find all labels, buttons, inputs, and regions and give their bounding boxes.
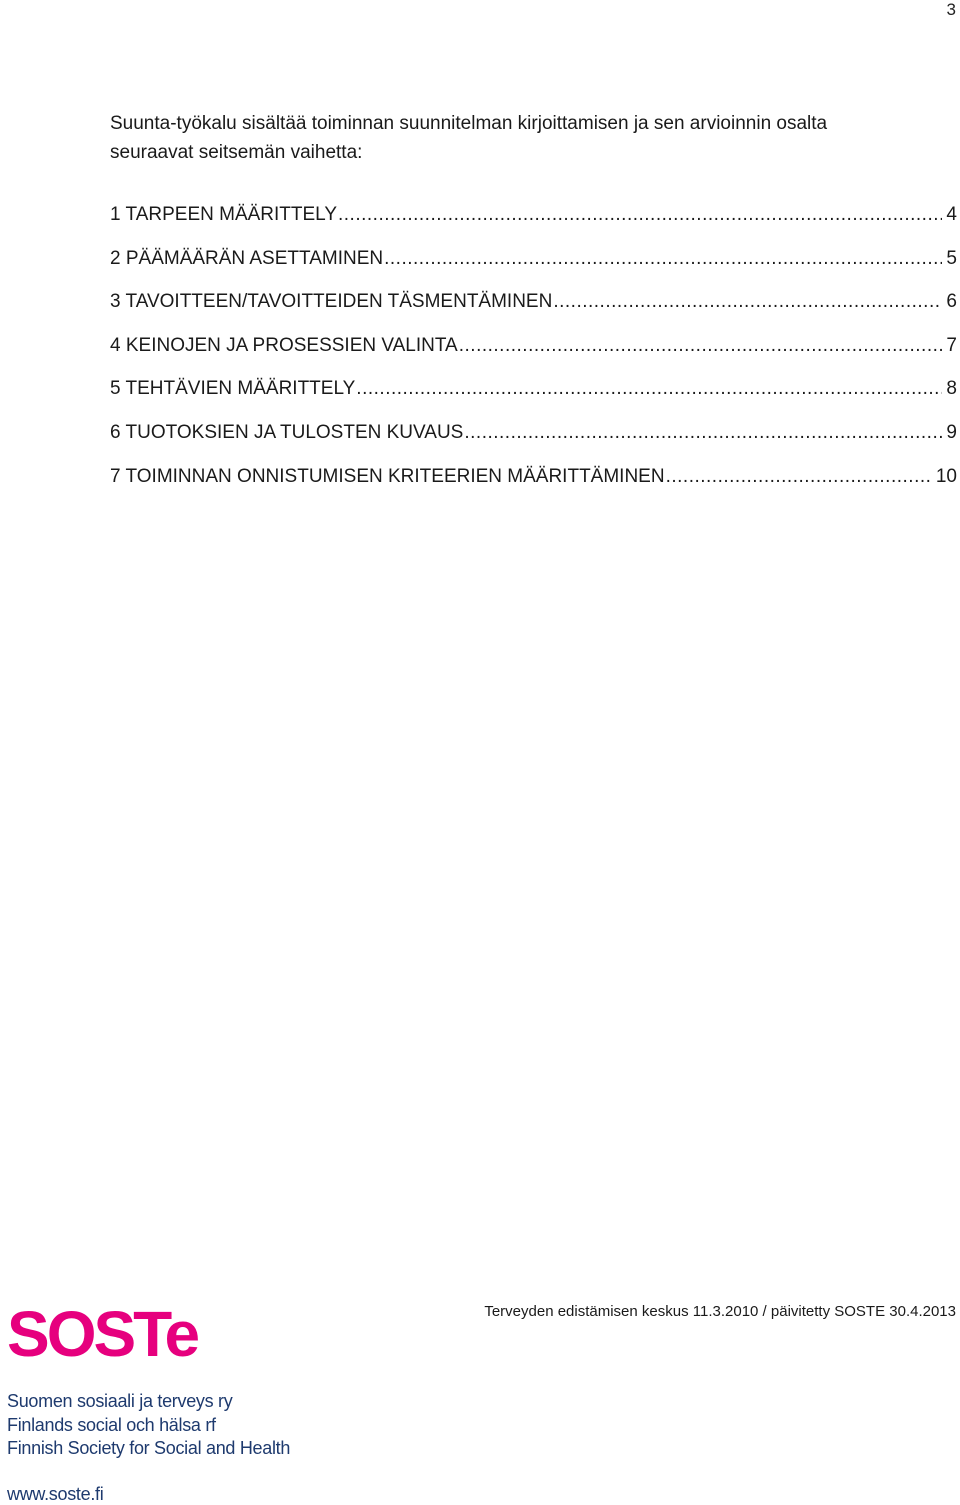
org-name-english: Finnish Society for Social and Health bbox=[7, 1438, 291, 1458]
logo-wordmark: SOSTe bbox=[7, 1302, 198, 1364]
toc-item-title: 2 PÄÄMÄÄRÄN ASETTAMINEN bbox=[110, 247, 384, 269]
table-of-contents bbox=[110, 197, 957, 502]
toc-dot-leader bbox=[338, 197, 942, 233]
org-name-swedish: Finlands social och hälsa rf bbox=[7, 1414, 216, 1435]
toc-item-title: 3 TAVOITTEEN/TAVOITTEIDEN TÄSMENTÄMINEN bbox=[110, 291, 553, 313]
footer-credit: Terveyden edistämisen keskus 11.3.2010 / päivitetty SOSTE 30.4.2013 bbox=[484, 1303, 956, 1320]
toc-item-1[interactable] bbox=[110, 197, 957, 241]
organization-names bbox=[7, 1390, 290, 1461]
toc-item-7[interactable] bbox=[110, 459, 957, 503]
toc-item-title: 4 KEINOJEN JA PROSESSIEN VALINTA bbox=[110, 334, 458, 356]
toc-item-title: 7 TOIMINNAN ONNISTUMISEN KRITEERIEN MÄÄRITTÄMINEN bbox=[110, 465, 665, 487]
soste-logo bbox=[7, 1302, 207, 1364]
toc-item-page: 5 bbox=[946, 247, 957, 269]
toc-item-page: 7 bbox=[946, 334, 957, 356]
website-link[interactable]: www.soste.fi bbox=[7, 1484, 104, 1504]
toc-dot-leader bbox=[666, 459, 932, 495]
org-name-finnish: Suomen sosiaali ja terveys ry bbox=[7, 1391, 233, 1411]
toc-item-2[interactable] bbox=[110, 241, 957, 285]
toc-item-page: 4 bbox=[946, 204, 957, 225]
toc-item-page: 8 bbox=[946, 378, 957, 400]
toc-dot-leader bbox=[356, 371, 942, 407]
toc-item-page: 9 bbox=[946, 421, 957, 443]
toc-item-title: 6 TUOTOKSIEN JA TULOSTEN KUVAUS bbox=[110, 421, 464, 443]
toc-dot-leader bbox=[464, 415, 942, 451]
toc-item-title: 5 TEHTÄVIEN MÄÄRITTELY bbox=[110, 378, 356, 400]
toc-item-3[interactable] bbox=[110, 284, 957, 328]
toc-item-6[interactable] bbox=[110, 415, 957, 459]
toc-dot-leader bbox=[459, 328, 943, 364]
toc-item-title: 1 TARPEEN MÄÄRITTELY bbox=[110, 204, 337, 225]
toc-item-4[interactable] bbox=[110, 328, 957, 372]
toc-item-5[interactable] bbox=[110, 371, 957, 415]
page-number: 3 bbox=[946, 0, 956, 19]
toc-item-page: 10 bbox=[935, 465, 957, 487]
intro-paragraph: Suunta-työkalu sisältää toiminnan suunnitelman kirjoittamisen ja sen arvioinnin osalta seuraavat seitsemän vaihetta: bbox=[110, 113, 828, 163]
toc-dot-leader bbox=[553, 284, 942, 320]
toc-item-page: 6 bbox=[946, 291, 957, 313]
toc-dot-leader bbox=[384, 241, 942, 277]
